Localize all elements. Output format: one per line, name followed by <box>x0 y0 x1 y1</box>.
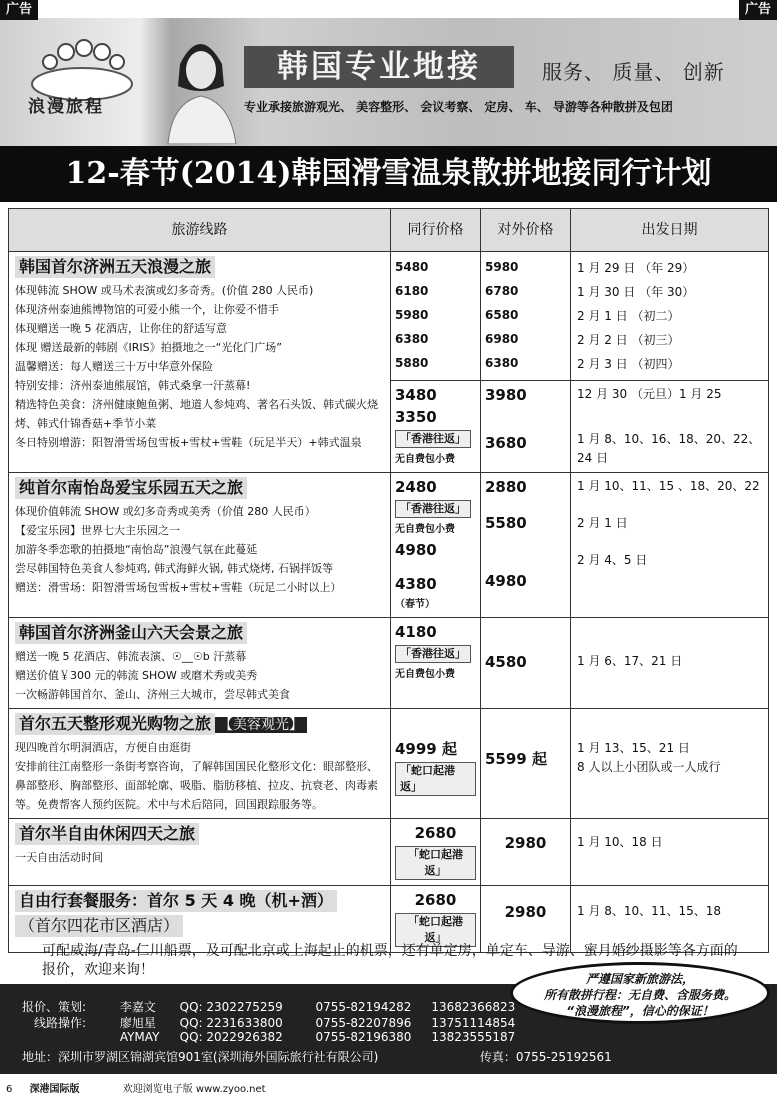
address-row <box>22 1048 612 1065</box>
header-dates: 出发日期 <box>571 209 769 252</box>
trade-price-cell <box>391 381 481 473</box>
retail-price-cell <box>481 252 571 381</box>
slogan-bubble <box>510 962 770 1024</box>
banner-title: 韩国专业地接 <box>244 46 514 88</box>
retail-price-cell <box>481 819 571 886</box>
price: 2880 <box>485 478 527 496</box>
route-title: 首尔五天整形观光购物之旅 <box>15 713 215 735</box>
price: 3480 <box>395 386 437 404</box>
date: 1 月 8、10、11、15、18 <box>577 904 721 918</box>
contact-name: 廖旭星 <box>119 1016 156 1030</box>
route-line: 特别安排：济州泰迪熊展馆，韩式桑拿一汗蒸幕! <box>15 379 251 392</box>
price: 4999 起 <box>395 740 457 758</box>
price: 5980 <box>395 308 429 322</box>
date: 1 月 8、10、16、18、20、22、24 日 <box>577 432 761 465</box>
price: 2480 <box>395 478 437 496</box>
contact-name: AYMAY <box>119 1030 160 1044</box>
price: 5980 <box>485 260 519 274</box>
route-line: 一天自由活动时间 <box>15 851 103 864</box>
price: 2980 <box>504 834 547 852</box>
date: 2 月 2 日 （初三） <box>577 333 680 347</box>
retail-price-cell <box>481 709 571 819</box>
header-retail-price: 对外价格 <box>481 209 571 252</box>
price: 2980 <box>504 903 547 921</box>
slogan-line: 严遵国家新旅游法， <box>585 972 694 986</box>
price: 6180 <box>395 284 429 298</box>
date: 12 月 30 （元旦）1 月 25 <box>577 387 722 401</box>
extra-services-note: 可配威海/青岛-仁川船票，及可配北京或上海起止的机票，还有单定房，单定车、导游、蜜月婚纱摄影等各方面的报价，欢迎来询！ <box>42 943 738 978</box>
contact-row <box>22 1014 515 1031</box>
route-cell <box>9 252 391 473</box>
route-subtitle: （首尔四花市区酒店） <box>15 915 183 937</box>
route-line: 体现韩流 SHOW 或马术表演或幻多奇秀。(价值 280 人民币) <box>15 284 314 297</box>
table-row <box>9 709 769 819</box>
date: 1 月 10、11、15 、18、20、22 <box>577 479 760 493</box>
contact-qq: QQ: 2022926382 <box>179 1030 283 1044</box>
price: 4980 <box>485 572 527 590</box>
table-row <box>9 473 769 618</box>
ad-label-left: 广告 <box>0 0 38 20</box>
price-note: 无自费包小费 <box>395 454 455 465</box>
departure-label: 「香港往返」 <box>395 645 471 663</box>
price: 3980 <box>485 386 527 404</box>
departure-label: 「蛇口起港返」 <box>395 762 476 796</box>
contact-tel: 0755-82196380 <box>315 1030 412 1044</box>
route-line: 体现 赠送最新的韩剧《IRIS》拍摄地之一“光化门广场” <box>15 341 283 354</box>
price: 6380 <box>485 356 519 370</box>
table-row <box>9 618 769 709</box>
route-line: 【爱宝乐园】世界七大主乐园之一 <box>15 524 180 537</box>
tour-table <box>8 208 769 953</box>
contact-row <box>22 1030 515 1044</box>
table-row <box>9 819 769 886</box>
trade-price-cell <box>391 473 481 618</box>
price: 3350 <box>395 408 437 426</box>
price: 2680 <box>414 891 457 909</box>
route-cell <box>9 709 391 819</box>
price: 5599 起 <box>485 750 547 768</box>
route-line: 一次畅游韩国首尔、釜山、济州三大城市，尝尽韩式美食 <box>15 688 290 701</box>
contact-tel: 0755-82194282 <box>315 1000 412 1014</box>
header-route: 旅游线路 <box>9 209 391 252</box>
departure-label: 「香港往返」 <box>395 430 471 448</box>
dates-cell <box>571 381 769 473</box>
route-title: 首尔半自由休闲四天之旅 <box>15 823 199 845</box>
table-row <box>9 252 769 381</box>
contact-row <box>22 998 515 1015</box>
hanbok-woman-image <box>150 24 250 144</box>
slogan-line: “浪漫旅程”，信心的保证！ <box>566 1004 714 1018</box>
page-number: 6 <box>6 1084 13 1095</box>
page-headline: 12-春节(2014)韩国滑雪温泉散拼地接同行计划 <box>0 146 777 202</box>
slogan-line: 所有散拼行程：无自费、含服务费。 <box>543 988 736 1002</box>
price: 4980 <box>395 541 437 559</box>
trade-price-cell <box>391 252 481 381</box>
route-title: 韩国首尔济洲釜山六天会景之旅 <box>15 622 247 644</box>
route-line: 赠送一晚 5 花酒店、韩流表演、☉__☉b 汗蒸幕 <box>15 650 247 663</box>
fax: 传真：0755-25192561 <box>479 1050 612 1064</box>
trade-price-cell <box>391 618 481 709</box>
route-line: 现四晚首尔明洞酒店，方便自由逛街 <box>15 741 191 754</box>
route-line: 温馨赠送：每人赠送三十万中华意外保险 <box>15 360 213 373</box>
dates-cell <box>571 618 769 709</box>
header-trade-price: 同行价格 <box>391 209 481 252</box>
date: 1 月 29 日 （年 29） <box>577 261 695 275</box>
table-header-row <box>9 209 769 252</box>
logo-text: 浪漫旅程 <box>28 97 104 117</box>
route-line: 体现价值韩流 SHOW 或幻多奇秀或美秀（价值 280 人民币） <box>15 505 316 518</box>
retail-price-cell <box>481 473 571 618</box>
date: 2 月 1 日 （初二） <box>577 309 680 323</box>
trade-price-cell <box>391 709 481 819</box>
retail-price-cell <box>481 381 571 473</box>
price: 6580 <box>485 308 519 322</box>
date: 1 月 30 日 （年 30） <box>577 285 695 299</box>
route-line: 赠送价值￥300 元的韩流 SHOW 或磨术秀或美秀 <box>15 669 258 682</box>
route-cell <box>9 819 391 886</box>
banner-tagline: 服务、 质量、 创新 <box>542 60 725 84</box>
website: 欢迎浏览电子版 www.zyoo.net <box>122 1084 266 1095</box>
departure-label: 「香港往返」 <box>395 500 471 518</box>
route-title: 纯首尔南怡岛爱宝乐园五天之旅 <box>15 477 247 499</box>
contact-name: 李嘉文 <box>119 1000 156 1014</box>
address: 地址：深圳市罗湖区锦湖宾馆901室(深圳海外国际旅行社有限公司) <box>22 1050 379 1064</box>
departure-label: 「蛇口起港返」 <box>395 846 476 880</box>
contact-qq: QQ: 2302275259 <box>179 1000 283 1014</box>
route-line: 安排前往江南整形一条街考察咨询，了解韩国国民化整形文化：眼部整形、鼻部整形、胸部整形、面部轮廓、吸脂、脂肪移植、拉皮、抗衰老、肉毒素等。免费帮客人预约医院。术中与术后陪同，回国跟踪服务等。 <box>15 760 378 811</box>
route-line: 体现济州泰迪熊博物馆的可爱小熊一个，让你爱不惜手 <box>15 303 279 316</box>
trade-price-cell <box>391 819 481 886</box>
category-tag: 【美容观光】 <box>215 717 307 733</box>
contact-qq: QQ: 2231633800 <box>179 1016 283 1030</box>
departure-label: 「蛇口起港返」 <box>395 913 476 947</box>
date: 1 月 6、17、21 日 <box>577 654 683 668</box>
date: 2 月 3 日 （初四） <box>577 357 680 371</box>
price: 5880 <box>395 356 429 370</box>
route-line: 冬日特别增游：阳智滑雪场包雪板+雪杖+雪鞋（玩足半天）+韩式温泉 <box>15 436 362 449</box>
price: 5480 <box>395 260 429 274</box>
price: 4380 <box>395 575 437 593</box>
price: 6780 <box>485 284 519 298</box>
banner <box>0 18 777 146</box>
dates-cell <box>571 709 769 819</box>
price: 3680 <box>485 434 527 452</box>
date: 1 月 10、18 日 <box>577 835 663 849</box>
price-note: 无自费包小费 <box>395 524 455 535</box>
price: 6380 <box>395 332 429 346</box>
route-line: 加游冬季恋歌的拍摄地“南怡岛”浪漫气氛在此蔓延 <box>15 543 258 556</box>
dates-cell <box>571 819 769 886</box>
contact-mobile: 13751114854 <box>431 1016 516 1030</box>
price-note: （春节） <box>395 599 435 610</box>
dates-cell <box>571 473 769 618</box>
contact-mobile: 13823555187 <box>431 1030 516 1044</box>
retail-price-cell <box>481 618 571 709</box>
route-line: 体现赠送一晚 5 花酒店，让你住的舒适写意 <box>15 322 227 335</box>
route-line: 赠送：滑雪场：阳智滑雪场包雪板+雪杖+雪鞋（玩足二小时以上） <box>15 581 342 594</box>
price: 5580 <box>485 514 527 532</box>
price: 4580 <box>485 653 527 671</box>
contact-tel: 0755-82207896 <box>315 1016 412 1030</box>
route-cell <box>9 618 391 709</box>
route-title: 韩国首尔济洲五天浪漫之旅 <box>15 256 215 278</box>
date-note: 8 人以上小团队或一人成行 <box>577 760 721 774</box>
route-cell <box>9 473 391 618</box>
date: 2 月 1 日 <box>577 516 628 530</box>
contact-role: 报价、策划: <box>22 1000 87 1014</box>
page-footer <box>6 1080 266 1095</box>
banner-subtitle: 专业承接旅游观光、 美容整形、 会议考察、 定房、 车、 导游等各种散拼及包团 <box>244 100 673 114</box>
publication-name: 深港国际版 <box>29 1084 80 1095</box>
date: 1 月 13、15、21 日 <box>577 741 690 755</box>
route-title: 自由行套餐服务：首尔 5 天 4 晚（机+酒） <box>15 890 337 912</box>
price: 6980 <box>485 332 519 346</box>
route-line: 尝尽韩国特色美食人参炖鸡, 韩式海鲜火锅, 韩式烧烤, 石锅拌饭等 <box>15 562 333 575</box>
price: 2680 <box>414 824 457 842</box>
price-note: 无自费包小费 <box>395 669 455 680</box>
price: 4180 <box>395 623 437 641</box>
ad-label-right: 广告 <box>739 0 777 20</box>
date: 2 月 4、5 日 <box>577 553 648 567</box>
route-line: 精选特色美食：济州健康鲍鱼粥、地道人参炖鸡、著名石头饭、韩式碳火烧烤、韩式什锦香菇+季节小菜 <box>15 398 378 430</box>
dates-cell <box>571 252 769 381</box>
contact-role: 线路操作: <box>34 1016 87 1030</box>
contact-mobile: 13682366823 <box>431 1000 516 1014</box>
